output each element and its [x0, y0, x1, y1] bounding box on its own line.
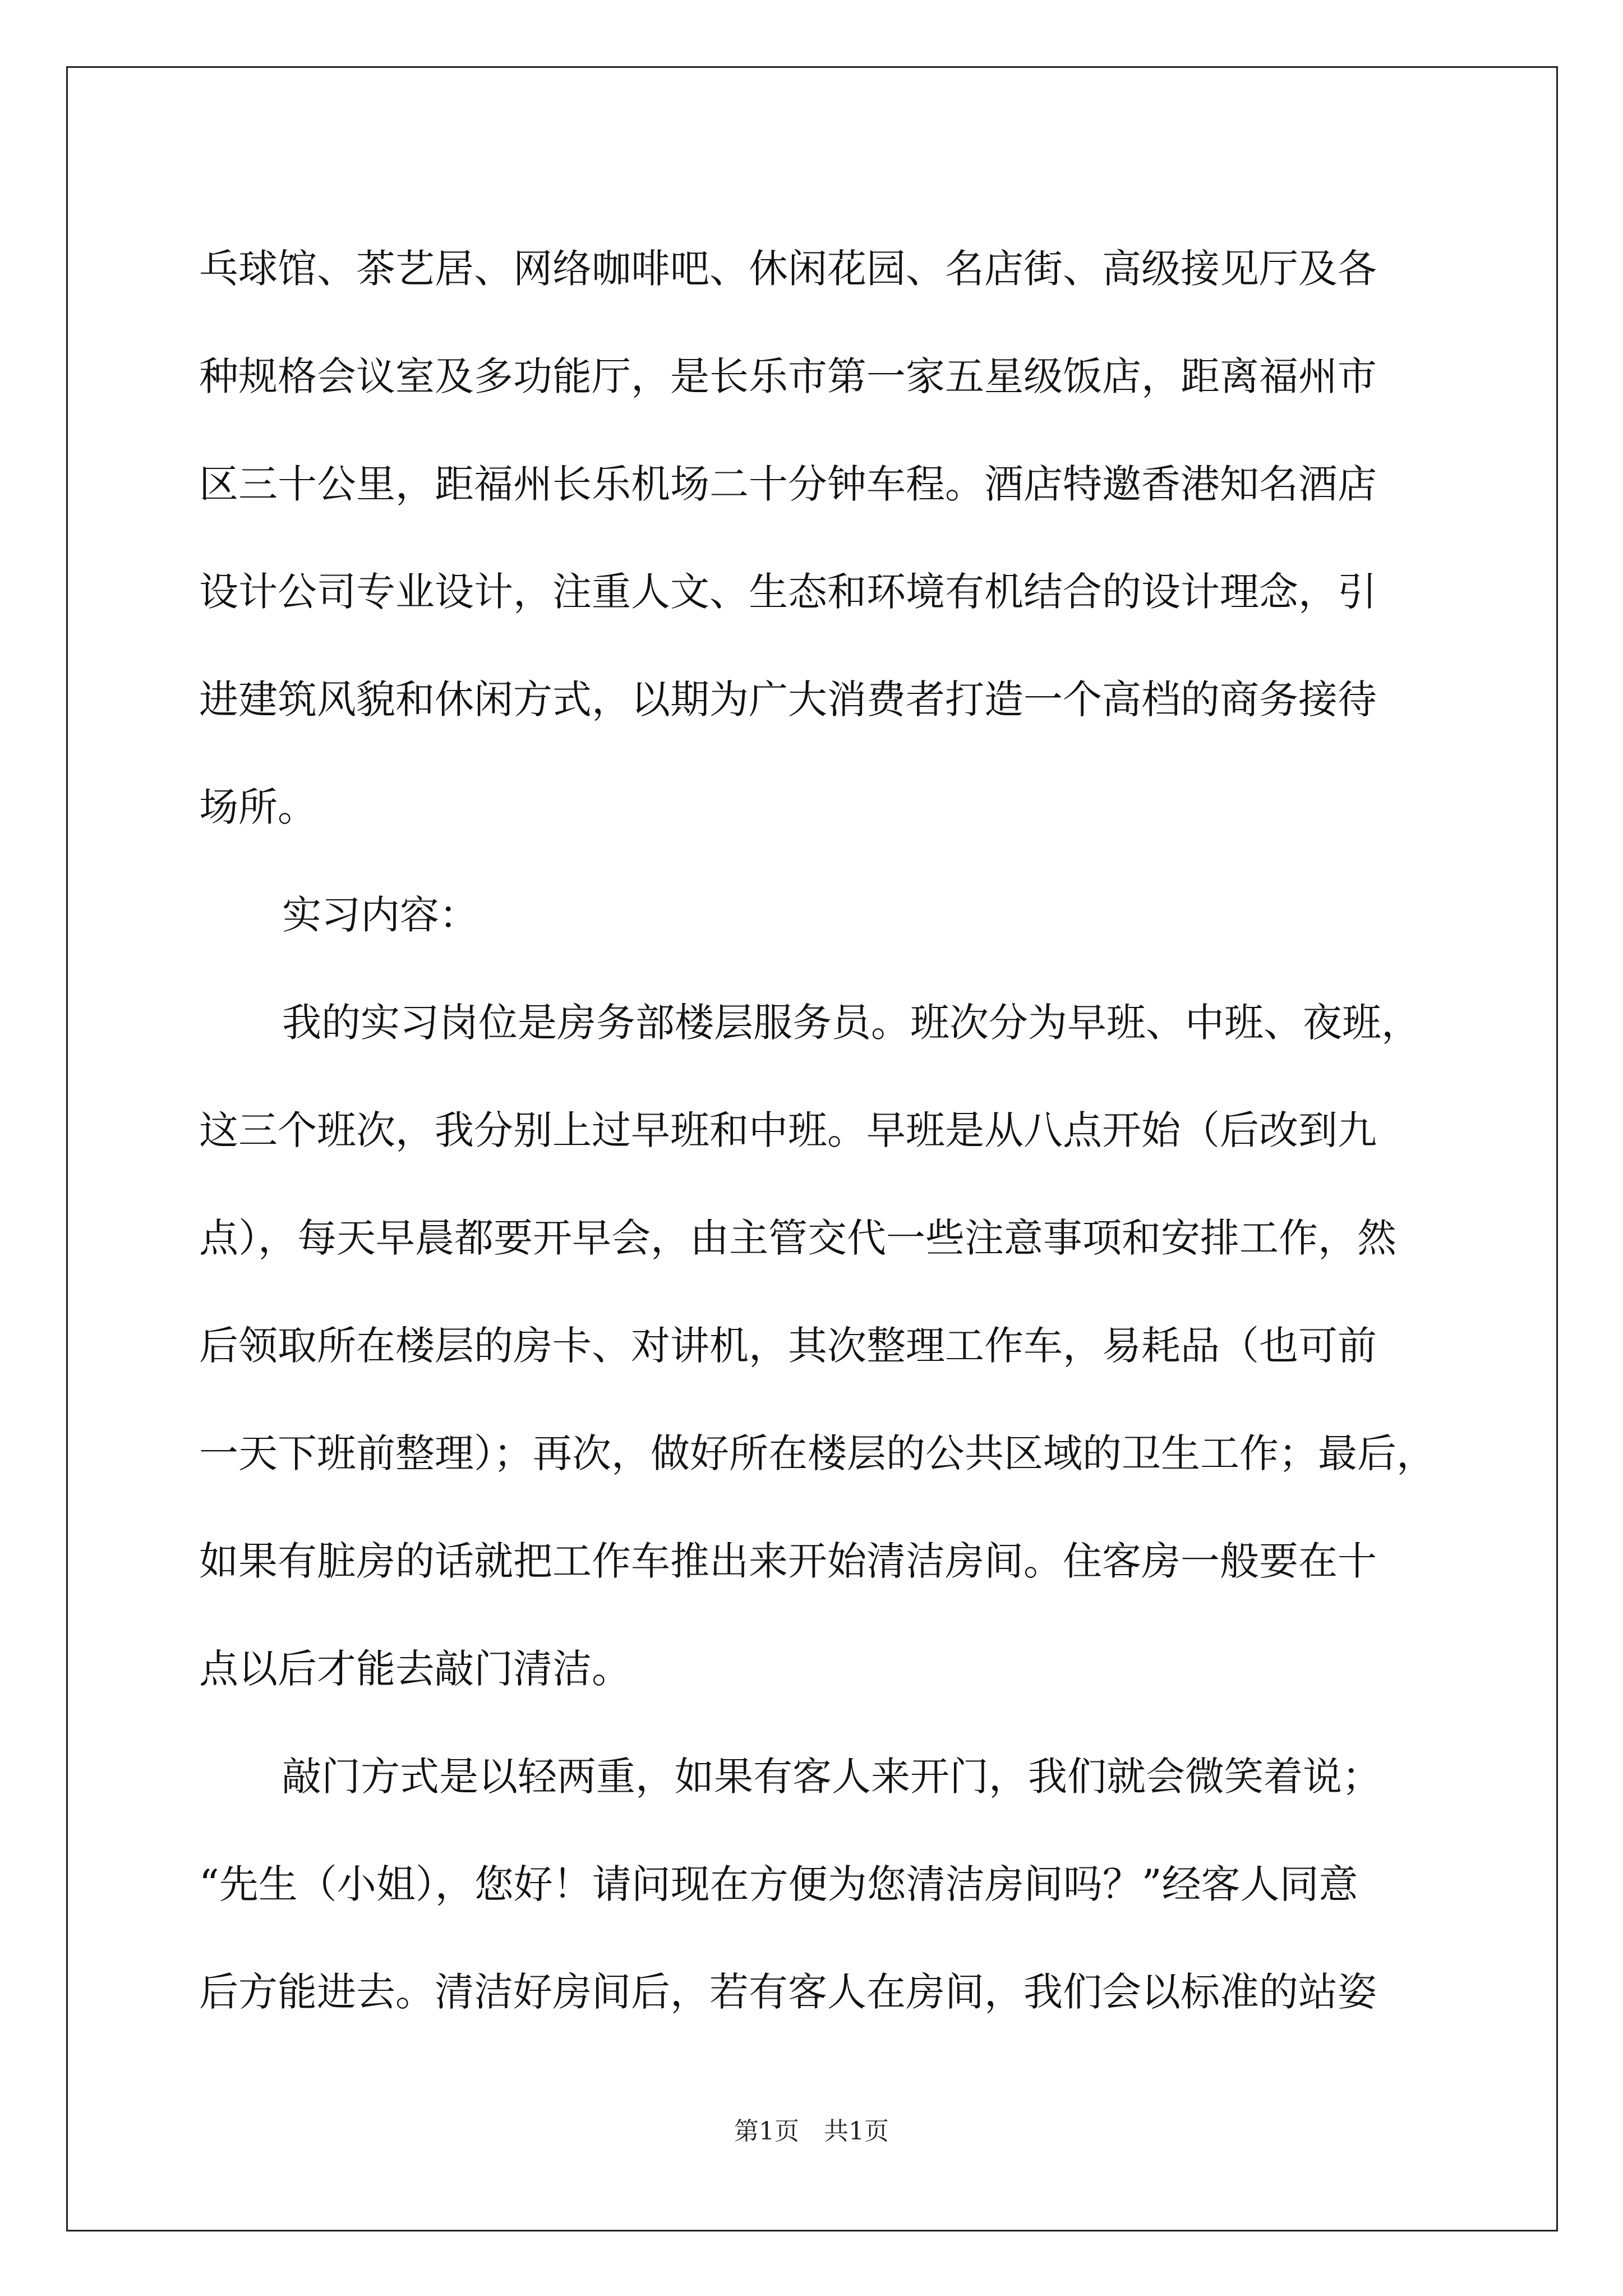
- text-line: 敲门方式是以轻两重，如果有客人来开门，我们就会微笑着说；: [282, 1754, 1381, 1800]
- text-line: 设计公司专业设计，注重人文、生态和环境有机结合的设计理念，引: [199, 569, 1377, 615]
- text-line: 场所。: [199, 784, 317, 830]
- text-line: 这三个班次，我分别上过早班和中班。早班是从八点开始（后改到九: [199, 1107, 1377, 1153]
- text-line: 如果有脏房的话就把工作车推出来开始清洁房间。住客房一般要在十: [199, 1538, 1377, 1584]
- text-line: 种规格会议室及多功能厅，是长乐市第一家五星级饭店，距离福州市: [199, 353, 1377, 399]
- text-line: 后方能进去。清洁好房间后，若有客人在房间，我们会以标准的站姿: [199, 1969, 1377, 2015]
- text-line: 乓球馆、茶艺居、网络咖啡吧、休闲花园、名店街、高级接见厅及各: [199, 246, 1377, 292]
- text-line: 进建筑风貌和休闲方式，以期为广大消费者打造一个高档的商务接待: [199, 677, 1377, 723]
- text-line: 一天下班前整理）；再次，做好所在楼层的公共区域的卫生工作；最后，: [199, 1430, 1436, 1476]
- text-line: 我的实习岗位是房务部楼层服务员。班次分为早班、中班、夜班，: [282, 1000, 1421, 1046]
- text-line: “先生（小姐），您好！请问现在方便为您清洁房间吗？”经客人同意: [199, 1861, 1358, 1907]
- body-text: [199, 215, 1436, 2046]
- text-line: 区三十公里，距福州长乐机场二十分钟车程。酒店特邀香港知名酒店: [199, 461, 1377, 507]
- text-line: 点以后才能去敲门清洁。: [199, 1646, 631, 1692]
- text-line: 点），每天早晨都要开早会，由主管交代一些注意事项和安排工作，然: [199, 1215, 1396, 1261]
- text-line: 后领取所在楼层的房卡、对讲机，其次整理工作车，易耗品（也可前: [199, 1323, 1377, 1369]
- section-heading: 实习内容：: [282, 892, 478, 938]
- page-number-footer: 第1页 共1页: [734, 2117, 889, 2146]
